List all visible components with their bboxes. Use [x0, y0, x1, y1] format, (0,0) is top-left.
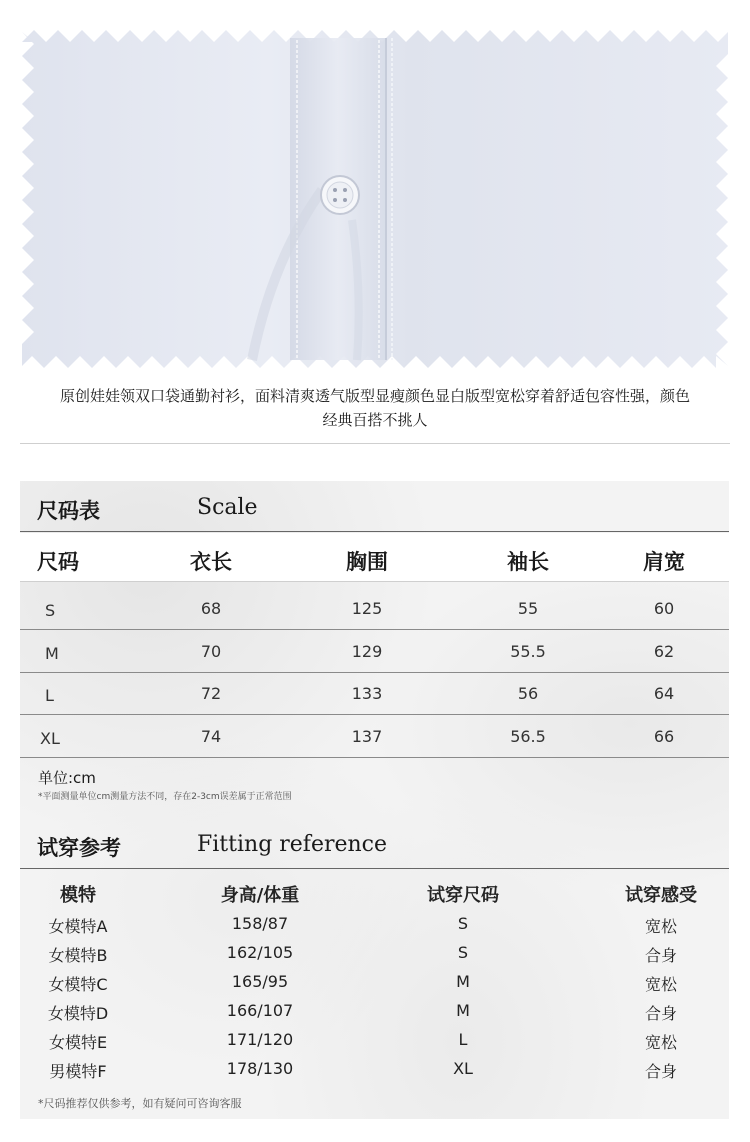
product-caption: [20, 384, 730, 432]
cell-size: XL: [40, 729, 60, 748]
size-chart-title: 尺码表: [37, 499, 100, 523]
col-length: 衣长: [190, 550, 232, 574]
height-weight: 171/120: [226, 1030, 294, 1049]
cell-sleeve: 55: [517, 599, 539, 618]
height-weight: 166/107: [226, 1001, 294, 1020]
cell-length: 74: [200, 727, 222, 746]
cell-size: M: [45, 644, 59, 663]
unit-label: 单位:cm: [38, 769, 96, 787]
fit-feel: 合身: [644, 946, 678, 965]
model-name: 女模特C: [48, 975, 108, 994]
cell-sleeve: 55.5: [510, 642, 546, 661]
size-chart-header: [20, 481, 729, 532]
try-size: M: [456, 1001, 470, 1020]
fit-feel: 合身: [644, 1004, 678, 1023]
col-sleeve: 袖长: [507, 550, 549, 574]
measurement-note: *平面测量单位cm测量方法不同，存在2-3cm误差属于正常范围: [38, 792, 292, 802]
cell-shoulder: 64: [653, 684, 675, 703]
try-size: XL: [453, 1059, 473, 1078]
model-name: 男模特F: [49, 1062, 107, 1081]
fitting-title: 试穿参考: [37, 836, 121, 860]
fabric-swatch-image: [22, 30, 728, 368]
list-item: [20, 914, 729, 943]
table-row: [20, 587, 729, 630]
fit-feel: 宽松: [644, 975, 678, 994]
size-card: [20, 481, 729, 1119]
size-chart-column-headers: [20, 533, 729, 582]
fitting-header: [20, 818, 729, 869]
height-weight: 158/87: [231, 914, 289, 933]
model-name: 女模特A: [48, 917, 108, 936]
cell-shoulder: 62: [653, 642, 675, 661]
col-height-weight: 身高/体重: [220, 885, 300, 906]
cell-length: 70: [200, 642, 222, 661]
try-size: L: [458, 1030, 468, 1049]
cell-size: S: [45, 601, 56, 620]
try-size: M: [456, 972, 470, 991]
list-item: [20, 1059, 729, 1088]
caption-line-1: 原创娃娃领双口袋通勤衬衫，面料清爽透气版型显瘦颜色显白版型宽松穿着舒适包容性强，颜色: [59, 387, 690, 405]
model-name: 女模特B: [48, 946, 108, 965]
cell-shoulder: 66: [653, 727, 675, 746]
list-item: [20, 1001, 729, 1030]
model-name: 女模特D: [47, 1004, 109, 1023]
cell-length: 72: [200, 684, 222, 703]
table-row: [20, 672, 729, 715]
fit-feel: 合身: [644, 1062, 678, 1081]
cell-size: L: [45, 686, 54, 705]
col-shoulder: 肩宽: [643, 550, 685, 574]
cell-shoulder: 60: [653, 599, 675, 618]
table-row: [20, 715, 729, 758]
fitting-title-en: Fitting reference: [197, 832, 388, 857]
list-item: [20, 943, 729, 972]
list-item: [20, 972, 729, 1001]
cell-chest: 129: [351, 642, 383, 661]
caption-line-2: 经典百搭不挑人: [322, 411, 428, 429]
shirt-button: [321, 176, 359, 214]
recommend-note: *尺码推荐仅供参考，如有疑问可咨询客服: [38, 1097, 242, 1110]
height-weight: 162/105: [226, 943, 294, 962]
fit-feel: 宽松: [644, 917, 678, 936]
table-row: [20, 630, 729, 673]
model-name: 女模特E: [48, 1033, 108, 1052]
cell-chest: 137: [351, 727, 383, 746]
height-weight: 165/95: [231, 972, 289, 991]
fit-feel: 宽松: [644, 1033, 678, 1052]
cell-sleeve: 56: [517, 684, 539, 703]
try-size: S: [457, 914, 469, 933]
size-chart-title-en: Scale: [197, 495, 258, 520]
cell-sleeve: 56.5: [510, 727, 546, 746]
cell-length: 68: [200, 599, 222, 618]
cell-chest: 125: [351, 599, 383, 618]
list-item: [20, 1030, 729, 1059]
col-model: 模特: [60, 885, 96, 906]
col-chest: 胸围: [346, 550, 388, 574]
fitting-column-headers: [20, 881, 729, 910]
cell-chest: 133: [351, 684, 383, 703]
try-size: S: [457, 943, 469, 962]
col-size: 尺码: [37, 550, 79, 574]
height-weight: 178/130: [226, 1059, 294, 1078]
divider: [20, 443, 730, 444]
col-try-size: 试穿尺码: [427, 885, 499, 906]
col-feel: 试穿感受: [625, 885, 697, 906]
